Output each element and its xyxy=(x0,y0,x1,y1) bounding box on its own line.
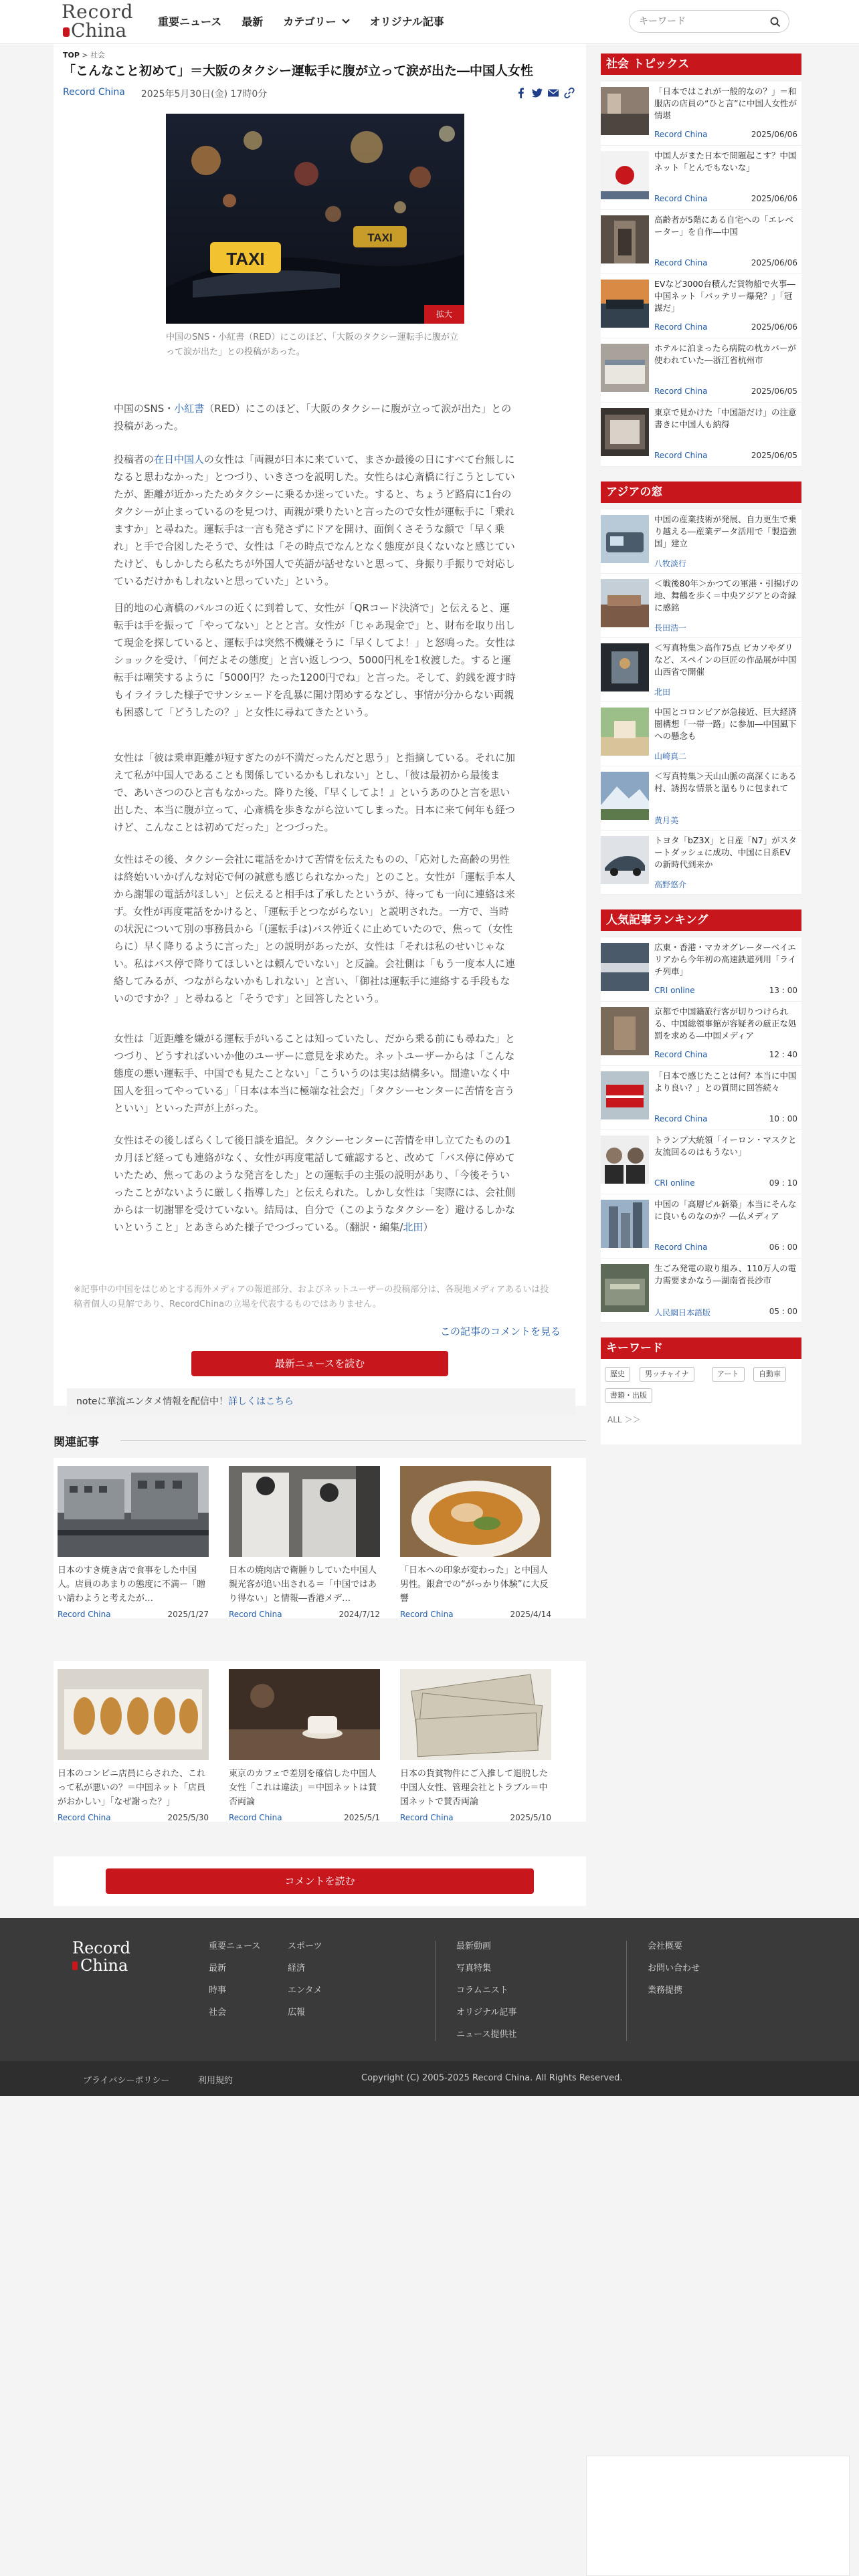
sidebar-social-heading: 社会 トピックス xyxy=(601,53,801,75)
footer-link[interactable]: エンタメ xyxy=(288,1985,322,1996)
site-logo[interactable] xyxy=(62,3,136,41)
related-thumb-skewers xyxy=(58,1669,209,1760)
footer-divider xyxy=(626,1941,627,2041)
sidebar-asia-item[interactable] xyxy=(601,638,801,702)
ranking-item[interactable] xyxy=(601,938,801,1002)
related-title[interactable]: 東京のカフェで差別を確信した中国人女性「これは違法」＝中国ネットは賛否両論 xyxy=(229,1769,377,1807)
item-date: 2025/06/05 xyxy=(751,451,797,460)
item-title: ＜写真特集＞天山山脈の高深くにある村、誘拐な情景と温もりに包まれて xyxy=(654,771,797,793)
logo-text-bottom: China xyxy=(71,19,127,41)
related-title[interactable]: 日本のすき焼き店で食事をした中国人。店員のあまりの態度に不満ー「贈い請わようと考えたが… xyxy=(58,1566,206,1604)
item-title: 生ごみ発電の取り組み、110万人の電力需要まかなう―湖南省長沙市 xyxy=(654,1263,797,1285)
item-time: 12 : 40 xyxy=(769,1050,797,1059)
link-icon[interactable] xyxy=(563,87,575,99)
item-time: 10 : 00 xyxy=(769,1114,797,1123)
footer-divider xyxy=(435,1941,436,2041)
facebook-icon[interactable] xyxy=(515,87,527,99)
breadcrumb-category[interactable]: 社会 xyxy=(90,51,106,60)
search-icon[interactable] xyxy=(770,17,781,27)
twitter-icon[interactable] xyxy=(531,87,543,99)
related-date: 2024/7/12 xyxy=(339,1610,380,1619)
footer-link[interactable]: 最新 xyxy=(209,1963,227,1973)
photo-zoom-button[interactable]: 拡大 xyxy=(424,305,464,324)
related-title[interactable]: 日本のコンビニ店員にらされた、これって私が悪いの？＝中国ネット「店員がおかしい」「なぜ謝った？」 xyxy=(58,1769,206,1807)
keyword-tag[interactable]: 歴史 xyxy=(605,1367,630,1382)
item-author[interactable]: 山崎真二 xyxy=(654,752,687,761)
svg-text:TAXI: TAXI xyxy=(367,231,393,244)
keyword-tag[interactable]: 書籍・出版 xyxy=(605,1388,652,1403)
read-comments-button[interactable]: コメントを読む xyxy=(106,1868,534,1894)
note-banner xyxy=(67,1388,575,1415)
related-card[interactable] xyxy=(400,1669,551,1822)
ranking-item[interactable] xyxy=(601,1002,801,1066)
item-title: ホテルに泊まったら病院の枕カバーが使われていた―浙江省杭州市 xyxy=(654,343,796,365)
related-row-2 xyxy=(54,1661,586,1822)
item-author[interactable]: 黄月美 xyxy=(654,816,679,825)
related-thumb-building xyxy=(58,1466,209,1557)
footer-col-1 xyxy=(209,1935,260,2024)
related-date: 2025/5/30 xyxy=(167,1813,209,1822)
article-disclaimer: ※記事中の中国をはじめとする海外メディアの報道部分、およびネットユーザーの投稿部分は、各現地メディアあるいは投稿者個人の見解であり、RecordChinaの立場を代表するものではありません。 xyxy=(74,1285,549,1309)
item-source[interactable]: Record China xyxy=(654,451,708,460)
sidebar-social-item[interactable] xyxy=(601,338,801,403)
item-time: 13 : 00 xyxy=(769,986,797,995)
related-divider xyxy=(120,1440,586,1441)
related-row-1 xyxy=(54,1458,586,1618)
item-source[interactable]: CRI online xyxy=(654,1178,695,1188)
related-card[interactable] xyxy=(58,1669,209,1822)
item-date: 2025/06/06 xyxy=(751,194,797,203)
related-title[interactable]: 日本の貨貧物件にご入推して退脱した中国人女性、管理会社とトラブル＝中国ネットで賛否両論 xyxy=(400,1769,549,1807)
item-title: 「日本ではこれが一般的なの？」＝和服店の店員の“ひと言”に中国人女性が情堪 xyxy=(654,86,797,120)
item-author[interactable]: 長田浩一 xyxy=(654,623,687,633)
breadcrumb-top[interactable]: TOP xyxy=(63,51,80,60)
sidebar-asia-item[interactable] xyxy=(601,510,801,574)
sidebar-asia-heading: アジアの窓 xyxy=(601,481,801,503)
related-date: 2025/4/14 xyxy=(510,1610,551,1619)
sidebar-social-item[interactable] xyxy=(601,274,801,338)
article-source[interactable]: Record China xyxy=(63,87,125,98)
item-date: 2025/06/06 xyxy=(751,258,797,267)
item-author[interactable]: 北田 xyxy=(654,687,671,697)
thumb-image xyxy=(601,708,649,756)
item-title: 中国の産業技術が発展、自力更生で乗り越える―産業データ活用で「製造強国」建立 xyxy=(654,514,797,548)
article-paragraph-7: 女性はその後しばらくして後日談を追記。タクシーセンターに苦情を申し立てたものの1カ月ほど経っても連絡がなく、女性が再度電話して確認すると、改めて「バス停に停めていたため、焦ってあのような発言をした」との運転手の主張の説明があり、「今後そういったことがないように厳しく指導した」と伝えられた。しかし女性は「実際には、会社側からは一切謝罪を受けていない。結局は、自分で（このようなタクシーを）避けるしかないということ」とあきらめた様子でつづっている。（翻訳・編集/北田） xyxy=(114,1134,516,1233)
related-thumb-kitchen xyxy=(229,1466,380,1557)
footer-link[interactable]: 最新動画 xyxy=(456,1941,492,1951)
thumb-image xyxy=(601,1200,649,1248)
thumb-image xyxy=(601,1136,649,1184)
item-title: トヨタ「bZ3X」と日産「N7」がスタートダッシュに成功、中国に日系EVの新時代到来か xyxy=(654,835,797,869)
main-nav xyxy=(158,13,444,29)
related-source[interactable]: Record China xyxy=(58,1813,111,1822)
item-title: トランプ大統領「イーロン・マスクと友流回るのはもうない」 xyxy=(654,1135,797,1157)
article-paragraph-3: 目的地の心斎橋のパルコの近くに到着して、女性が「QRコード決済で」と伝えると、運転手は手を振って「やってない」ととと言。女性が「じゃあ現金で」と、財布を取り出して現金を探していると、運転手は突然不機嫌そうに「早くしてよ！」と怒鳴った。女性はショックを受け、「何だよその態度」と言い返しつつ、5000円札を1枚渡した。すると運転手は嘲笑するように「5000円？たった1200円でね」と言った。そして、釣銭を渡す時もイライラした様子でサンシェードを乱暴に開け閉めするなどし、事情が分からない両親も困惑して「どうしたの？」と女性に尋ねてきたという。 xyxy=(114,602,516,718)
sidebar-asia xyxy=(601,481,801,896)
nav-item-important[interactable]: 重要ニュース xyxy=(158,15,222,28)
logo-red-mark xyxy=(63,27,70,37)
sidebar-keywords-heading: キーワード xyxy=(601,1337,801,1359)
article-card xyxy=(54,44,586,1406)
item-time: 05 : 00 xyxy=(769,1307,797,1316)
footer-link[interactable]: 会社概要 xyxy=(648,1941,683,1951)
nav-item-original[interactable]: オリジナル記事 xyxy=(369,15,444,28)
article-photo-taxi[interactable] xyxy=(166,114,464,324)
thumb-image xyxy=(601,215,649,263)
privacy-policy-link[interactable]: プライバシーポリシー xyxy=(83,2076,170,2086)
sidebar-ranking xyxy=(601,909,801,1324)
comment-section xyxy=(54,1856,586,1906)
search-box xyxy=(629,10,789,33)
sidebar-asia-item[interactable] xyxy=(601,702,801,766)
footer-logo-mark xyxy=(72,1961,78,1970)
article-paragraph-2: 投稿者の在日中国人の女性は「両親が日本に来ていて、まさか最後の日にすべて台無しになると思わなかった」とつづり、いきさつを説明した。女性らは心斎橋に行こうとしていたが、距離が近かったためタクシーに乗るか迷っていた。すると、ちょうど路肩に1台のタクシーが止まっているのを見つけ、両親が乗りたいと言ったので女性が運転手に「乗れますか」と尋ねた。運転手は一言も発さずにドアを開け、面倒くさそうな顔で「早く乗れ」と手で合図したそうで、女性は「その時点でなんとなく態度が良くないなと感じていたけど、もしかしたら私たちが外国人で英語が話せないと思って、身振り手振りで対応しているだけかもしれないと思っていた」という。 xyxy=(114,453,515,587)
item-source[interactable]: Record China xyxy=(654,1243,708,1252)
footer-col-4 xyxy=(648,1935,700,2002)
item-source[interactable]: Record China xyxy=(654,1050,708,1059)
item-source[interactable]: Record China xyxy=(654,387,708,396)
thumb-image xyxy=(601,1007,649,1055)
terms-link[interactable]: 利用規約 xyxy=(198,2076,233,2086)
thumb-image xyxy=(601,643,649,691)
item-title: 広東・香港・マカオグレーターベイエリアから今年初の高速鉄道列用「ライチ列車」 xyxy=(654,942,797,976)
sidebar-social xyxy=(601,53,801,468)
item-title: 中国の「高層ビル新築」本当にそんなに良いものなのか？―仏メディア xyxy=(654,1199,797,1221)
site-header xyxy=(0,0,859,44)
chevron-down-icon xyxy=(342,19,350,24)
article-meta xyxy=(63,87,267,100)
search-input[interactable] xyxy=(639,15,759,28)
sidebar-social-item[interactable] xyxy=(601,403,801,467)
ad-placeholder xyxy=(586,2456,850,2576)
footer-col-3 xyxy=(456,1935,516,2046)
ranking-item[interactable] xyxy=(601,1130,801,1194)
copyright-text: Copyright (C) 2005-2025 Record China. All Rights Reserved. xyxy=(361,2073,623,2083)
footer-logo[interactable]: Record China xyxy=(72,1939,130,1975)
footer-link[interactable]: 経済 xyxy=(288,1963,306,1973)
item-title: 中国人がまた日本で問題起こす？中国ネット「とんでもないな」 xyxy=(654,150,797,173)
ranking-item[interactable] xyxy=(601,1066,801,1130)
item-title: ＜戦後80年＞かつての軍港・引揚げの地、舞鶴を歩く＝中央アジアとの奇縁に感銘 xyxy=(654,578,799,613)
item-source[interactable]: CRI online xyxy=(654,986,695,995)
logo-text-top: Record xyxy=(62,1,134,23)
article-paragraph-4: 女性は「彼は乗車距離が短すぎたのが不満だったんだと思う」と指摘している。それに加えて私が中国人であることも関係しているかもしれない」とし、「彼は最初から最後まで、あいさつのひと言もなかった。降りた後、『早くしてよ！』というあのひと言を思い出した、本当に腹が立って、心斎橋を歩きながら泣いてしまった。日本に来て何年も経つけど、こんなことは初めてだった」とつづった。 xyxy=(114,752,516,833)
related-thumb-food xyxy=(400,1466,551,1557)
related-heading: 関連記事 xyxy=(54,1436,99,1449)
related-card[interactable] xyxy=(229,1466,380,1619)
footer-link[interactable]: 社会 xyxy=(209,2008,227,2018)
item-date: 2025/06/06 xyxy=(751,322,797,332)
keyword-tag[interactable]: アート xyxy=(712,1367,745,1382)
thumb-image xyxy=(601,87,649,135)
thumb-image xyxy=(601,1071,649,1119)
sidebar-social-item[interactable] xyxy=(601,82,801,146)
item-source[interactable]: Record China xyxy=(654,1114,708,1123)
related-source[interactable]: Record China xyxy=(400,1813,454,1822)
footer-link[interactable]: 時事 xyxy=(209,1985,227,1996)
article-paragraph-6: 女性は「近距離を嫌がる運転手がいることは知っていたし、だから乗る前にも尋ねた」とつづり、どうすればいいか他のユーザーに意見を求めた。ネットユーザーからは「こんな態度の悪い運転手、中国でも見たことない」「こういうのは実は結構多い。間違いなく中国人を狙ってやっている」「日本は本当に極端な社会だ」「タクシーセンターに苦情を言うといい」といった声が上がった。 xyxy=(114,1033,516,1114)
thumb-image xyxy=(601,836,649,884)
thumb-image xyxy=(601,943,649,991)
view-comments-link[interactable]: この記事のコメントを見る xyxy=(440,1325,561,1337)
related-source[interactable]: Record China xyxy=(400,1610,454,1619)
related-source[interactable]: Record China xyxy=(229,1813,282,1822)
related-date: 2025/1/27 xyxy=(167,1610,209,1619)
breadcrumb: TOP > 社会 xyxy=(63,51,106,60)
item-time: 09 : 10 xyxy=(769,1178,797,1188)
footer-link[interactable]: 重要ニュース xyxy=(209,1941,261,1951)
sidebar-keywords xyxy=(601,1337,801,1444)
footer-link[interactable]: 広報 xyxy=(288,2008,306,2018)
related-card[interactable] xyxy=(229,1669,380,1822)
sidebar-social-item[interactable] xyxy=(601,146,801,210)
article-date: 2025年5月30日(金) 17時0分 xyxy=(140,89,268,100)
item-title: ＜写真特集＞高作75点 ビカソやダリなど、スペインの巨匠の作品展が中国山西省で開催 xyxy=(654,643,797,677)
related-title[interactable]: 「日本への印象が変わった」と中国人男性。銀倉での“がっかり体験”に大反響 xyxy=(400,1566,549,1604)
item-source[interactable]: 人民網日本語版 xyxy=(654,1308,711,1317)
inline-keyword-link[interactable]: 在日中国人 xyxy=(154,453,205,465)
item-source[interactable]: Record China xyxy=(654,194,708,203)
related-card[interactable] xyxy=(400,1466,551,1619)
related-date: 2025/5/1 xyxy=(344,1813,380,1822)
article-title: 「こんなこと初めて」＝大阪のタクシー運転手に腹が立って涙が出た―中国人女性 xyxy=(63,64,534,78)
keyword-tag[interactable]: 自動車 xyxy=(753,1367,786,1382)
related-source[interactable]: Record China xyxy=(58,1610,111,1619)
ranking-item[interactable] xyxy=(601,1194,801,1259)
sidebar-asia-item[interactable] xyxy=(601,831,801,895)
taxi-night-image xyxy=(166,114,464,324)
ranking-item[interactable] xyxy=(601,1259,801,1323)
footer-link[interactable]: ニュース提供社 xyxy=(456,2030,517,2040)
mail-icon[interactable] xyxy=(547,87,559,99)
thumb-image xyxy=(601,151,649,199)
related-card[interactable] xyxy=(58,1466,209,1619)
item-title: 中国とコロンビアが急接近、巨大経済圏構想「一帯一路」に参加―中国風下への懸念も xyxy=(654,707,797,741)
item-title: 東京で見かけた「中国語だけ」の注意書きに中国人も納得 xyxy=(654,407,797,429)
item-date: 2025/06/05 xyxy=(751,387,797,396)
footer-link[interactable]: コラムニスト xyxy=(456,1985,508,1996)
nav-item-category[interactable] xyxy=(283,13,349,29)
note-text: noteに華流エンタメ情報を配信中！ xyxy=(76,1396,228,1407)
inline-keyword-link[interactable]: 小紅書 xyxy=(174,403,205,415)
footer-link[interactable]: 写真特集 xyxy=(456,1963,492,1973)
item-date: 2025/06/06 xyxy=(751,130,797,139)
item-source[interactable]: Record China xyxy=(654,130,708,139)
item-time: 06 : 00 xyxy=(769,1243,797,1252)
inline-keyword-link[interactable]: 北田 xyxy=(403,1221,423,1233)
thumb-image xyxy=(601,280,649,328)
nav-category-label: カテゴリー xyxy=(283,15,337,28)
thumb-image xyxy=(601,1264,649,1312)
nav-item-latest[interactable]: 最新 xyxy=(242,15,264,28)
footer-col-2 xyxy=(288,1935,322,2024)
footer-link[interactable]: スポーツ xyxy=(288,1941,322,1951)
thumb-image xyxy=(601,515,649,563)
thumb-image xyxy=(601,408,649,456)
item-title: EVなど3000台積んだ貨物船で火事―中国ネット「バッテリー爆発？」「冠謀だ」 xyxy=(654,279,795,313)
item-title: 「日本で感じたことは何？本当に中国より良い？」との質問に回答続々 xyxy=(654,1071,797,1093)
item-title: 京都で中国籍旅行客が切りつけられる、中国総領事館が容疑者の厳正な処罰を求める―中国メディア xyxy=(654,1006,797,1041)
sidebar-ranking-heading: 人気記事ランキング xyxy=(601,909,801,931)
thumb-image xyxy=(601,579,649,627)
svg-text:TAXI: TAXI xyxy=(226,249,265,269)
share-buttons xyxy=(515,87,575,99)
item-author[interactable]: 八牧淡行 xyxy=(654,559,687,568)
related-thumb-banknotes xyxy=(400,1669,551,1760)
related-thumb-cafe xyxy=(229,1669,380,1760)
keyword-tag[interactable]: 男ッチャイナ xyxy=(640,1367,694,1382)
thumb-image xyxy=(601,772,649,820)
footer-link[interactable]: お問い合わせ xyxy=(648,1963,700,1973)
note-details-link[interactable]: 詳しくはこちら xyxy=(227,1396,294,1407)
thumb-image xyxy=(601,344,649,392)
site-footer xyxy=(0,1918,859,2061)
related-date: 2025/5/10 xyxy=(510,1813,551,1822)
keywords-all-link[interactable]: ALL ＞＞ xyxy=(607,1415,641,1424)
footer-link[interactable]: 業務提携 xyxy=(648,1985,683,1996)
footer-link[interactable]: オリジナル記事 xyxy=(456,2008,517,2018)
item-author[interactable]: 高野悠介 xyxy=(654,880,687,889)
keyword-tags xyxy=(601,1359,801,1444)
item-title: 高齢者が5階にある自宅への「エレベーター」を自作―中国 xyxy=(654,215,793,237)
article-paragraph-5: 女性はその後、タクシー会社に電話をかけて苦情を伝えたものの、「応対した高齢の男性は終始いいかげんな対応で何の誠意も感じられなかった」とのこと。女性が「運転手本人から謝罪の電話がほしい」と伝えると相手は了承したというが、待っても一向に連絡は来ず。女性が再度電話をかけると、「運転手とつながらない」と説明された。一方で、当時の状況について別の事務員から「(運転手は)バス停近くに止めていたので、焦って（女性らに）早く降りるように言った」との説明があったが、女性は「それは私のせいじゃない。私はバス停で降りてほしいとは頼んでいない」と反論。会社側は「もう一度本人に連絡してみるが、つながらないかもしれない」と言い、「御社は運転手に連絡する手段もないのですか？」と尋ねると「そうです」と回答したという。 xyxy=(114,853,516,1004)
sidebar-asia-item[interactable] xyxy=(601,574,801,638)
article-paragraph-1: 中国のSNS・小紅書（RED）にこのほど、「大阪のタクシーに腹が立って涙が出た」との投稿があった。 xyxy=(114,403,512,432)
sidebar-social-item[interactable] xyxy=(601,210,801,274)
sidebar-asia-item[interactable] xyxy=(601,766,801,831)
item-source[interactable]: Record China xyxy=(654,322,708,332)
item-source[interactable]: Record China xyxy=(654,258,708,267)
photo-caption: 中国のSNS・小紅書（RED）にこのほど、「大阪のタクシー運転手に腹が立って涙が出た」との投稿があった。 xyxy=(166,332,458,357)
footer-bottom-bar xyxy=(0,2061,859,2096)
read-latest-news-button[interactable]: 最新ニュースを読む xyxy=(191,1351,448,1376)
related-source[interactable]: Record China xyxy=(229,1610,282,1619)
related-title[interactable]: 日本の焼肉店で衛腫りしていた中国人親光客が追い出される＝「中国ではあり得ない」と情報―香港メデ… xyxy=(229,1566,377,1604)
